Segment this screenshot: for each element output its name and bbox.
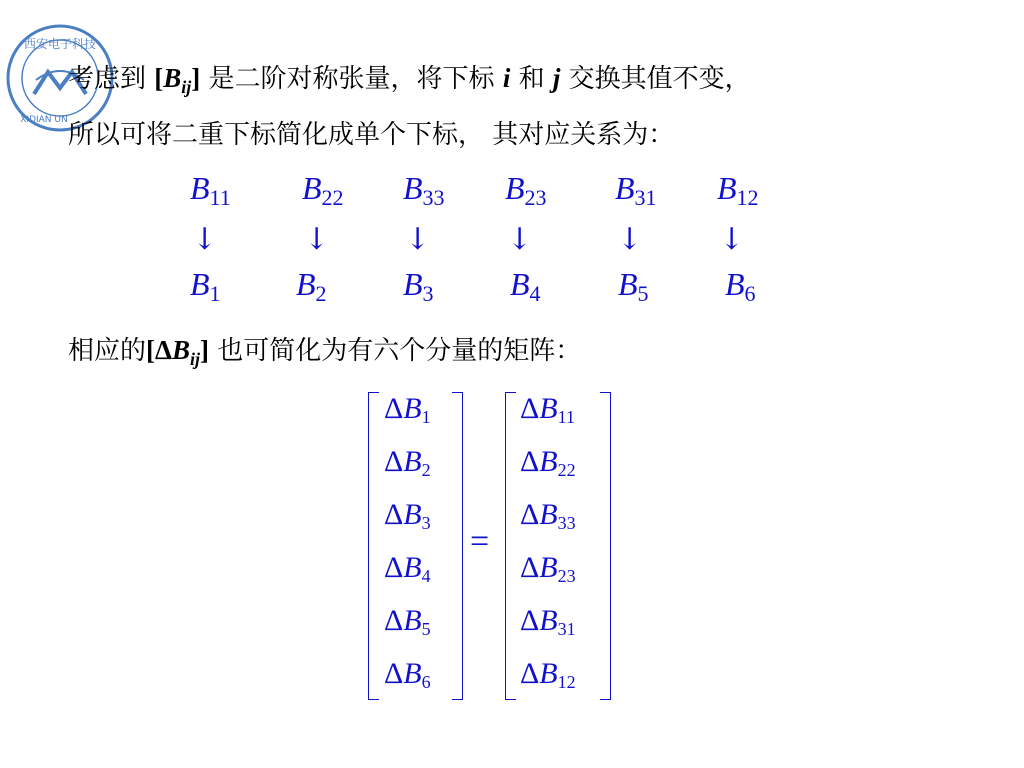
line1-and: 和	[510, 64, 553, 94]
line3-bracket-open: [	[146, 335, 156, 365]
mapping-from-31: $B_{31}$	[615, 170, 657, 210]
matrix-right-entry-11: $\Delta B_{11}$	[520, 392, 575, 427]
matrix-left-entry-4: $\Delta B_4$	[384, 551, 431, 586]
paragraph-line-2	[68, 118, 674, 152]
matrix-left-entry-2: $\Delta B_2$	[384, 445, 431, 480]
line1-suffix: 交换其值不变，	[560, 64, 751, 94]
mapping-to-4: $B_4$	[510, 266, 541, 306]
mapping-from-33: $B_{33}$	[403, 170, 445, 210]
line1-var-j: j	[552, 63, 561, 93]
right-matrix-bracket-open	[505, 392, 516, 700]
down-arrow-icon: ↓	[192, 222, 218, 257]
right-matrix-bracket-close	[600, 392, 611, 700]
left-matrix-bracket-open	[368, 392, 379, 700]
mapping-from-22: $B_{22}$	[302, 170, 344, 210]
equals-sign: =	[470, 523, 490, 560]
line3-prefix: 相应的	[68, 336, 147, 366]
line1-mid: 是二阶对称张量，将下标	[200, 64, 503, 94]
mapping-to-5: $B_5$	[618, 266, 649, 306]
matrix-left-entry-6: $\Delta B_6$	[384, 657, 431, 692]
mapping-to-6: $B_6$	[725, 266, 756, 306]
seal-text-top: 西安电子科技	[23, 37, 97, 51]
matrix-right-entry-12: $\Delta B_{12}$	[520, 657, 576, 692]
down-arrow-icon: ↓	[304, 222, 330, 257]
line1-bracket-close: ]	[191, 63, 201, 93]
line2-text: 所以可将二重下标简化成单个下标， 其对应关系为：	[68, 120, 675, 150]
line1-prefix: 考虑到	[68, 64, 155, 94]
mapping-to-2: $B_2$	[296, 266, 327, 306]
down-arrow-icon: ↓	[405, 222, 431, 257]
down-arrow-icon: ↓	[719, 222, 745, 257]
line1-var-i: i	[502, 63, 511, 93]
mapping-to-3: $B_3$	[403, 266, 434, 306]
left-matrix-bracket-close	[452, 392, 463, 700]
mapping-to-1: $B_1$	[190, 266, 221, 306]
matrix-right-entry-22: $\Delta B_{22}$	[520, 445, 576, 480]
line3-suffix: 也可简化为有六个分量的矩阵：	[208, 336, 582, 366]
line1-bracket-open: [	[154, 63, 164, 93]
down-arrow-icon: ↓	[617, 222, 643, 257]
mapping-from-12: $B_{12}$	[717, 170, 759, 210]
matrix-right-entry-23: $\Delta B_{23}$	[520, 551, 576, 586]
line3-delta: Δ	[155, 335, 172, 365]
seal-text-bottom: XIDIAN UN	[20, 115, 68, 125]
line3-bracket-close: ]	[199, 335, 209, 365]
line1-symbol: B	[163, 63, 182, 93]
matrix-left-entry-1: $\Delta B_1$	[384, 392, 431, 427]
matrix-right-entry-33: $\Delta B_{33}$	[520, 498, 576, 533]
line1-subscript: ij	[181, 77, 192, 98]
matrix-right-entry-31: $\Delta B_{31}$	[520, 604, 576, 639]
matrix-left-entry-5: $\Delta B_5$	[384, 604, 431, 639]
line3-symbol: B	[171, 335, 190, 365]
matrix-left-entry-3: $\Delta B_3$	[384, 498, 431, 533]
mapping-from-23: $B_{23}$	[505, 170, 547, 210]
paragraph-line-1	[68, 61, 751, 104]
down-arrow-icon: ↓	[507, 222, 533, 257]
paragraph-line-3	[68, 333, 581, 376]
line3-subscript: ij	[189, 349, 200, 370]
mapping-from-11: $B_{11}$	[190, 170, 231, 210]
